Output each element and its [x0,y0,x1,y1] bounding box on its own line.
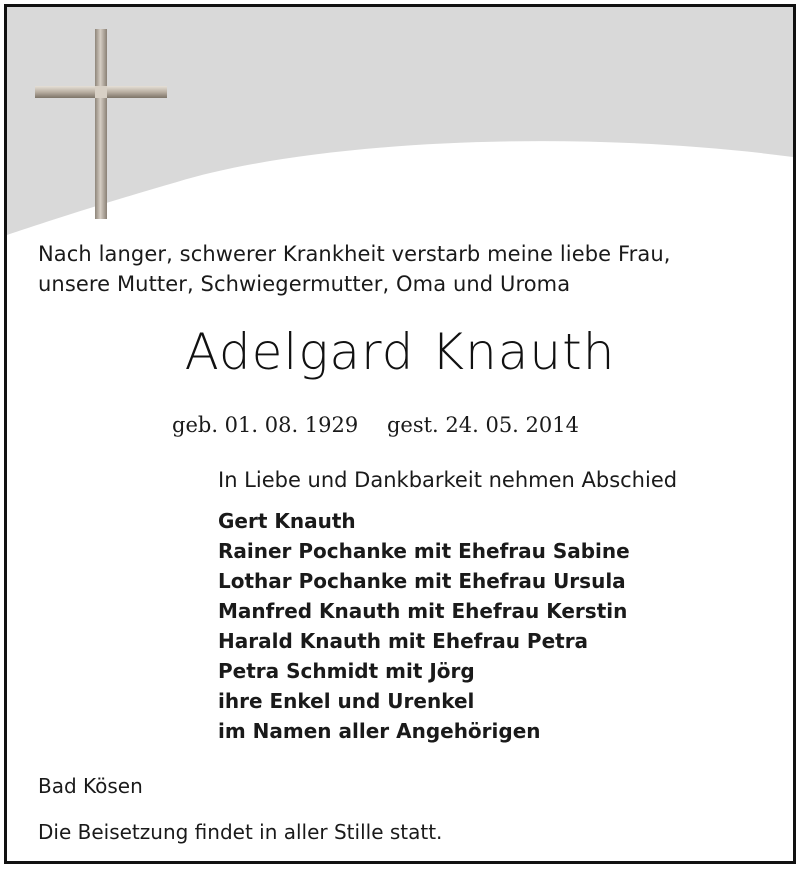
intro-line: unsere Mutter, Schwiegermutter, Oma und Uroma [38,272,571,296]
mourners-list [218,506,630,746]
mourner-item: Harald Knauth mit Ehefrau Petra [218,629,589,653]
cross-icon [35,29,167,219]
mourner-item: Petra Schmidt mit Jörg [218,659,475,683]
mourner-item: ihre Enkel und Urenkel [218,689,475,713]
mourner-item: Manfred Knauth mit Ehefrau Kerstin [218,599,628,623]
deceased-name: Adelgard Knauth [184,323,616,381]
burial-note: Die Beisetzung findet in aller Stille statt. [38,820,443,844]
obituary-notice [4,4,796,864]
life-dates [172,410,579,440]
mourner-item: im Namen aller Angehörigen [218,719,541,743]
death-date: gest. 24. 05. 2014 [386,413,579,437]
mourner-item: Rainer Pochanke mit Ehefrau Sabine [218,539,630,563]
birth-date: geb. 01. 08. 1929 [172,413,359,437]
mourner-item: Lothar Pochanke mit Ehefrau Ursula [218,569,626,593]
farewell-line: In Liebe und Dankbarkeit nehmen Abschied [218,468,678,492]
place-name: Bad Kösen [38,774,143,798]
intro-line: Nach langer, schwerer Krankheit verstarb meine liebe Frau, [38,242,671,266]
intro-text [38,239,778,299]
mourner-item: Gert Knauth [218,509,356,533]
